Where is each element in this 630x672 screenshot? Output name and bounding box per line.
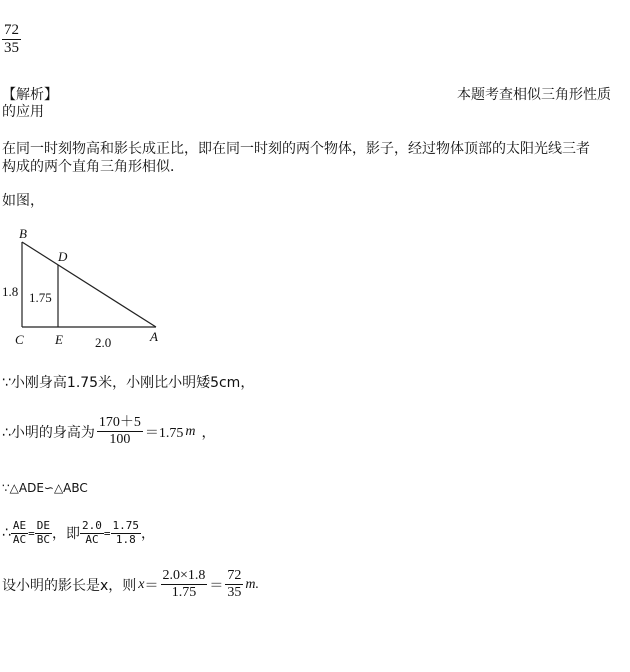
step-5-unit: m. — [245, 576, 260, 592]
step-2-result: ＝1.75 — [144, 425, 184, 441]
analysis-tag: 【解析】 — [2, 87, 58, 103]
step-4-eq2: = — [103, 526, 111, 540]
step-1: ∵小刚身高1.75米，小刚比小明矮5cm， — [2, 375, 255, 391]
step-2-numerator: 170＋5 — [97, 415, 143, 432]
step-5-result-numerator: 72 — [225, 568, 243, 585]
label-left-height: 1.8 — [2, 284, 19, 299]
step-4-f3-num: 2.0 — [82, 519, 102, 532]
answer-denominator: 35 — [4, 40, 19, 57]
label-base: 2.0 — [95, 335, 112, 350]
step-4-f2-den: BC — [36, 532, 51, 546]
step-2-fraction — [97, 415, 143, 448]
step-5-prefix: 设小明的影长是x，则 — [2, 577, 137, 594]
analysis-intro-line1: 在同一时刻物高和影长成正比，即在同一时刻的两个物体，影子，经过物体顶部的太阳光线三者 — [2, 141, 590, 157]
step-4-f4-den: 1.8 — [115, 532, 136, 546]
step-5-eq2: ＝ — [209, 578, 224, 594]
step-4-f1-den: AC — [12, 532, 27, 546]
step-4-fraction-4 — [111, 520, 142, 546]
label-b: B — [19, 226, 27, 241]
step-5-result-fraction — [225, 568, 243, 601]
step-2-unit: m — [185, 423, 196, 439]
step-4-prefix: ∴ — [2, 525, 11, 542]
step-4-f1-num: AE — [12, 519, 27, 532]
label-c: C — [15, 332, 24, 347]
step-2 — [2, 415, 216, 448]
step-2-suffix: ， — [201, 424, 216, 441]
step-2-denominator: 100 — [109, 432, 131, 448]
analysis-topic-part1: 本题考查相似三角形性质 — [457, 87, 611, 103]
triangle-figure — [0, 222, 200, 352]
step-4-fraction-3 — [80, 520, 104, 546]
step-4-end: ， — [141, 526, 156, 543]
step-5-numerator: 2.0×1.8 — [161, 568, 208, 585]
as-figure-text: 如图， — [2, 193, 44, 209]
step-5-fraction — [161, 568, 208, 601]
step-5-eq: ＝ — [144, 578, 159, 594]
analysis-topic-part2: 的应用 — [2, 104, 44, 120]
step-4-f3-den: AC — [85, 532, 99, 546]
step-4-fraction-1 — [11, 520, 28, 546]
step-4-f4-num: 1.75 — [112, 519, 140, 532]
answer-fraction — [2, 22, 21, 58]
analysis-intro-line2: 构成的两个直角三角形相似． — [2, 159, 184, 175]
answer-numerator: 72 — [2, 22, 21, 40]
step-5-var: x — [138, 576, 145, 592]
step-5-result-denominator: 35 — [227, 585, 242, 601]
label-inner-height: 1.75 — [29, 290, 52, 305]
step-5-denominator: 1.75 — [171, 585, 197, 601]
line-ba — [22, 242, 156, 327]
label-a: A — [150, 329, 158, 344]
step-4-eq1: = — [28, 526, 35, 540]
step-4-fraction-2 — [35, 520, 52, 546]
label-e: E — [55, 332, 63, 347]
step-3: ∵△ADE∽△ABC — [2, 481, 88, 495]
step-4-f2-num: DE — [36, 519, 51, 532]
step-5 — [2, 568, 259, 601]
step-4-mid: ，即 — [52, 526, 81, 543]
step-4 — [2, 520, 155, 546]
label-d: D — [58, 249, 68, 264]
step-2-prefix: ∴小明的身高为 — [2, 424, 95, 441]
